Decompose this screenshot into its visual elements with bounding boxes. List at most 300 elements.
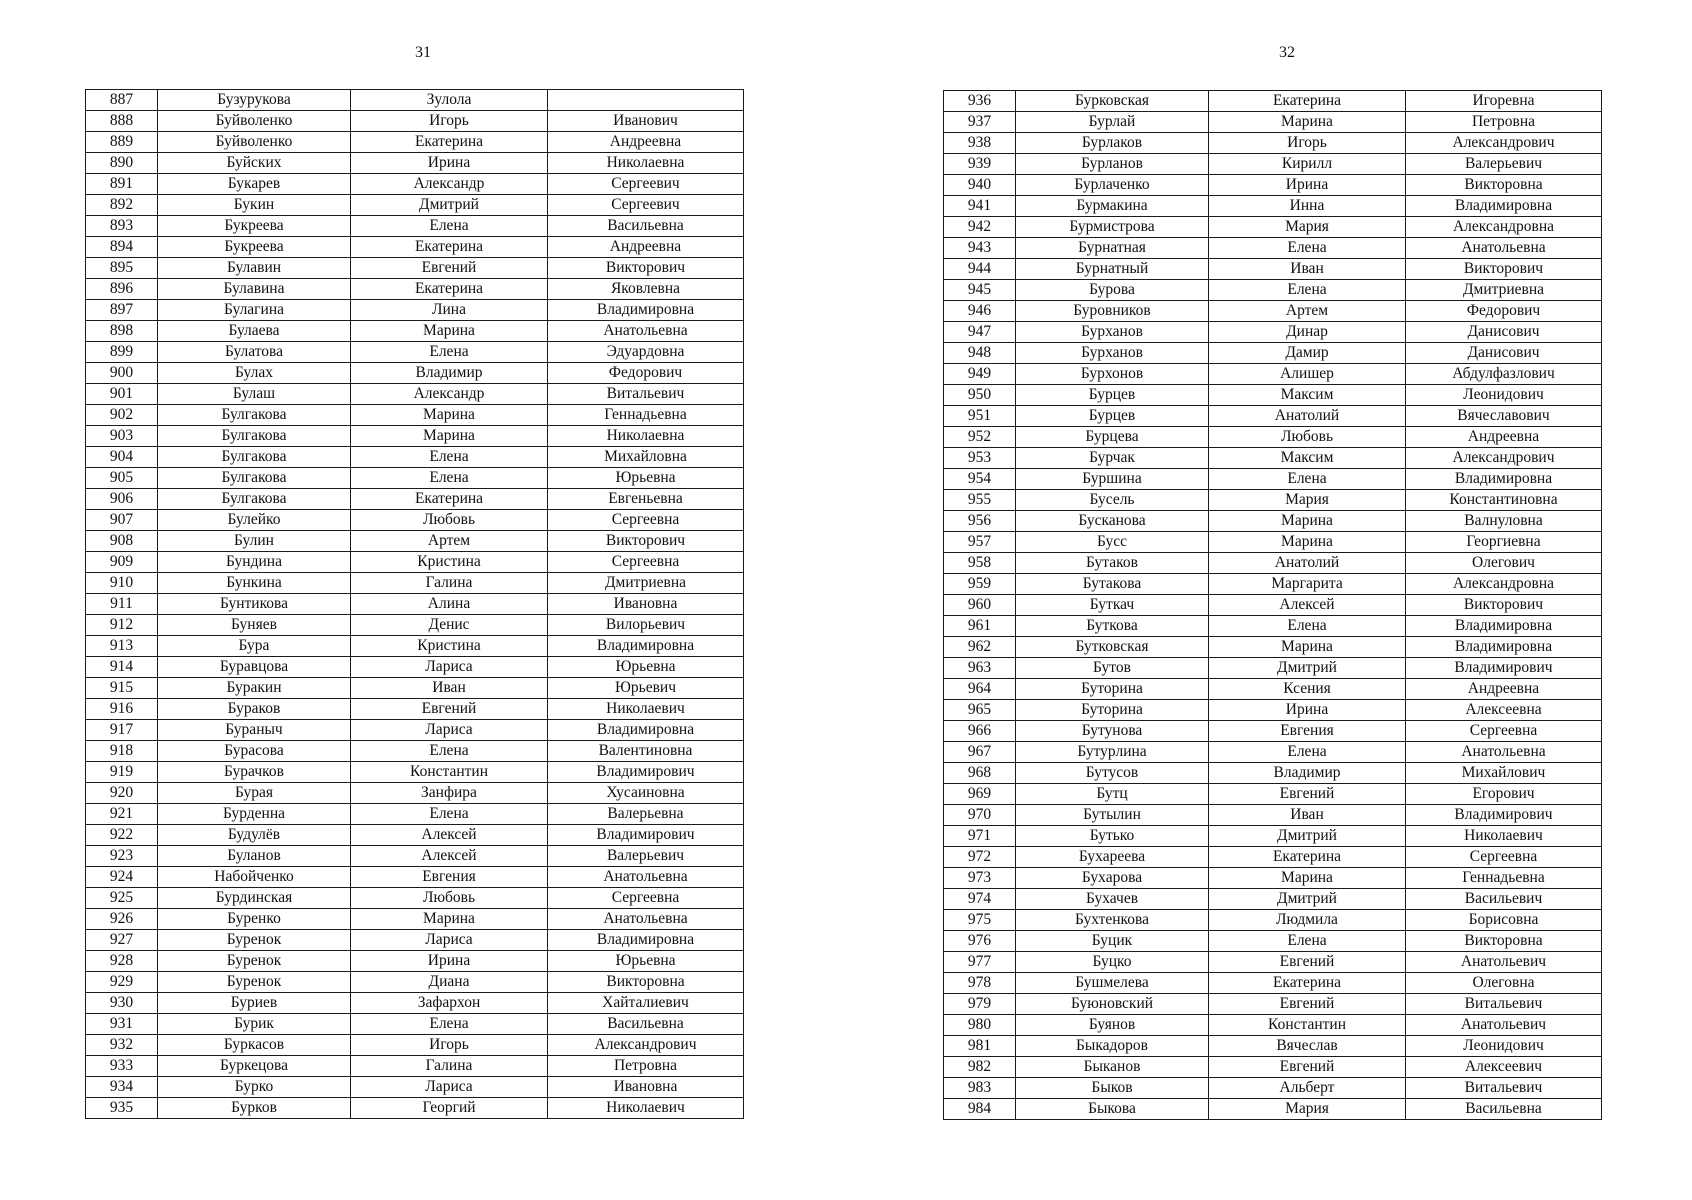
patronymic-cell: Сергеевна: [1406, 721, 1602, 742]
table-row: [86, 132, 744, 153]
surname-cell: Бурик: [158, 1014, 351, 1035]
table-row: [86, 804, 744, 825]
row-number-cell: 887: [86, 90, 158, 111]
surname-cell: Букреева: [158, 237, 351, 258]
first-name-cell: Елена: [351, 447, 548, 468]
row-number-cell: 957: [944, 532, 1016, 553]
surname-cell: Бутусов: [1016, 763, 1209, 784]
first-name-cell: Вячеслав: [1209, 1036, 1406, 1057]
first-name-cell: Альберт: [1209, 1078, 1406, 1099]
row-number-cell: 948: [944, 343, 1016, 364]
first-name-cell: Александр: [351, 384, 548, 405]
row-number-cell: 928: [86, 951, 158, 972]
surname-cell: Буткач: [1016, 595, 1209, 616]
first-name-cell: Любовь: [351, 510, 548, 531]
row-number-cell: 932: [86, 1035, 158, 1056]
table-row: [944, 847, 1602, 868]
first-name-cell: Мария: [1209, 217, 1406, 238]
first-name-cell: Евгений: [1209, 1057, 1406, 1078]
row-number-cell: 890: [86, 153, 158, 174]
patronymic-cell: Федорович: [1406, 301, 1602, 322]
first-name-cell: Инна: [1209, 196, 1406, 217]
row-number-cell: 975: [944, 910, 1016, 931]
table-row: [944, 763, 1602, 784]
patronymic-cell: Петровна: [548, 1056, 744, 1077]
table-row: [944, 427, 1602, 448]
row-number-cell: 941: [944, 196, 1016, 217]
first-name-cell: Диана: [351, 972, 548, 993]
surname-cell: Бутурлина: [1016, 742, 1209, 763]
row-number-cell: 964: [944, 679, 1016, 700]
first-name-cell: Галина: [351, 573, 548, 594]
patronymic-cell: Владимирович: [1406, 658, 1602, 679]
row-number-cell: 908: [86, 531, 158, 552]
patronymic-cell: Алексеевна: [1406, 700, 1602, 721]
first-name-cell: Мария: [1209, 1099, 1406, 1120]
surname-cell: Бурлаков: [1016, 133, 1209, 154]
first-name-cell: Ирина: [1209, 175, 1406, 196]
row-number-cell: 971: [944, 826, 1016, 847]
patronymic-cell: Александрович: [548, 1035, 744, 1056]
first-name-cell: Дмитрий: [351, 195, 548, 216]
first-name-cell: Иван: [351, 678, 548, 699]
first-name-cell: Екатерина: [351, 489, 548, 510]
row-number-cell: 938: [944, 133, 1016, 154]
first-name-cell: Зулола: [351, 90, 548, 111]
surname-cell: Булаш: [158, 384, 351, 405]
table-row: [86, 342, 744, 363]
first-name-cell: Елена: [351, 741, 548, 762]
row-number-cell: 939: [944, 154, 1016, 175]
first-name-cell: Елена: [351, 468, 548, 489]
first-name-cell: Денис: [351, 615, 548, 636]
surname-cell: Бурмистрова: [1016, 217, 1209, 238]
table-row: [86, 993, 744, 1014]
patronymic-cell: Анатольевна: [548, 909, 744, 930]
surname-cell: Бураков: [158, 699, 351, 720]
row-number-cell: 944: [944, 259, 1016, 280]
surname-cell: Бутаков: [1016, 553, 1209, 574]
patronymic-cell: Викторович: [548, 531, 744, 552]
row-number-cell: 919: [86, 762, 158, 783]
table-row: [86, 846, 744, 867]
patronymic-cell: Юрьевна: [548, 657, 744, 678]
surname-cell: Бурасова: [158, 741, 351, 762]
surname-cell: Бутько: [1016, 826, 1209, 847]
patronymic-cell: Николаевич: [548, 699, 744, 720]
row-number-cell: 950: [944, 385, 1016, 406]
first-name-cell: Ирина: [1209, 700, 1406, 721]
row-number-cell: 922: [86, 825, 158, 846]
table-row: [86, 657, 744, 678]
patronymic-cell: Юрьевна: [548, 951, 744, 972]
row-number-cell: 972: [944, 847, 1016, 868]
names-table-right: [943, 90, 1602, 1120]
first-name-cell: Зафархон: [351, 993, 548, 1014]
first-name-cell: Елена: [1209, 238, 1406, 259]
patronymic-cell: Анатольевна: [548, 321, 744, 342]
table-row: [86, 594, 744, 615]
surname-cell: Буравцова: [158, 657, 351, 678]
table-row: [86, 405, 744, 426]
patronymic-cell: Валерьевич: [548, 846, 744, 867]
first-name-cell: Екатерина: [351, 279, 548, 300]
first-name-cell: Елена: [351, 342, 548, 363]
first-name-cell: Дамир: [1209, 343, 1406, 364]
table-row: [944, 1015, 1602, 1036]
row-number-cell: 926: [86, 909, 158, 930]
row-number-cell: 959: [944, 574, 1016, 595]
surname-cell: Бурнатный: [1016, 259, 1209, 280]
row-number-cell: 953: [944, 448, 1016, 469]
surname-cell: Булгакова: [158, 489, 351, 510]
first-name-cell: Марина: [1209, 532, 1406, 553]
surname-cell: Буткова: [1016, 616, 1209, 637]
first-name-cell: Евгения: [1209, 721, 1406, 742]
table-row: [944, 259, 1602, 280]
patronymic-cell: Викторовна: [1406, 931, 1602, 952]
patronymic-cell: Данисович: [1406, 343, 1602, 364]
patronymic-cell: Абдулфазлович: [1406, 364, 1602, 385]
patronymic-cell: Хайталиевич: [548, 993, 744, 1014]
table-row: [944, 700, 1602, 721]
surname-cell: Бурчак: [1016, 448, 1209, 469]
patronymic-cell: Валерьевна: [548, 804, 744, 825]
row-number-cell: 915: [86, 678, 158, 699]
patronymic-cell: Эдуардовна: [548, 342, 744, 363]
row-number-cell: 976: [944, 931, 1016, 952]
surname-cell: Бутакова: [1016, 574, 1209, 595]
page-number-left: 31: [415, 44, 431, 61]
row-number-cell: 918: [86, 741, 158, 762]
table-row: [944, 973, 1602, 994]
surname-cell: Бусс: [1016, 532, 1209, 553]
surname-cell: Бураныч: [158, 720, 351, 741]
table-row: [86, 699, 744, 720]
patronymic-cell: Данисович: [1406, 322, 1602, 343]
row-number-cell: 888: [86, 111, 158, 132]
table-row: [944, 952, 1602, 973]
surname-cell: Булин: [158, 531, 351, 552]
surname-cell: Быков: [1016, 1078, 1209, 1099]
surname-cell: Буцик: [1016, 931, 1209, 952]
first-name-cell: Мария: [1209, 490, 1406, 511]
row-number-cell: 965: [944, 700, 1016, 721]
first-name-cell: Екатерина: [351, 237, 548, 258]
patronymic-cell: Леонидович: [1406, 1036, 1602, 1057]
surname-cell: Буланов: [158, 846, 351, 867]
surname-cell: Бурачков: [158, 762, 351, 783]
first-name-cell: Алексей: [351, 846, 548, 867]
surname-cell: Буторина: [1016, 679, 1209, 700]
first-name-cell: Ирина: [351, 153, 548, 174]
row-number-cell: 980: [944, 1015, 1016, 1036]
first-name-cell: Дмитрий: [1209, 889, 1406, 910]
table-row: [86, 636, 744, 657]
surname-cell: Бутковская: [1016, 637, 1209, 658]
row-number-cell: 920: [86, 783, 158, 804]
table-row: [86, 468, 744, 489]
table-row: [944, 322, 1602, 343]
row-number-cell: 899: [86, 342, 158, 363]
table-row: [86, 279, 744, 300]
first-name-cell: Константин: [351, 762, 548, 783]
surname-cell: Бусель: [1016, 490, 1209, 511]
patronymic-cell: Дмитриевна: [548, 573, 744, 594]
row-number-cell: 973: [944, 868, 1016, 889]
patronymic-cell: Яковлевна: [548, 279, 744, 300]
row-number-cell: 913: [86, 636, 158, 657]
row-number-cell: 916: [86, 699, 158, 720]
table-row: [944, 385, 1602, 406]
patronymic-cell: Валентиновна: [548, 741, 744, 762]
patronymic-cell: Ивановна: [548, 594, 744, 615]
patronymic-cell: Олеговна: [1406, 973, 1602, 994]
table-row: [944, 175, 1602, 196]
table-row: [86, 384, 744, 405]
patronymic-cell: Витальевич: [1406, 1078, 1602, 1099]
surname-cell: Буренко: [158, 909, 351, 930]
surname-cell: Бундина: [158, 552, 351, 573]
row-number-cell: 889: [86, 132, 158, 153]
table-row: [944, 1057, 1602, 1078]
first-name-cell: Лариса: [351, 1077, 548, 1098]
patronymic-cell: Андреевна: [1406, 427, 1602, 448]
patronymic-cell: Анатольевич: [1406, 952, 1602, 973]
surname-cell: Булаева: [158, 321, 351, 342]
table-row: [944, 343, 1602, 364]
first-name-cell: Екатерина: [1209, 847, 1406, 868]
first-name-cell: Георгий: [351, 1098, 548, 1119]
surname-cell: Бурнатная: [1016, 238, 1209, 259]
row-number-cell: 966: [944, 721, 1016, 742]
patronymic-cell: Петровна: [1406, 112, 1602, 133]
first-name-cell: Марина: [351, 426, 548, 447]
table-row: [86, 510, 744, 531]
row-number-cell: 907: [86, 510, 158, 531]
table-row: [944, 1099, 1602, 1120]
row-number-cell: 946: [944, 301, 1016, 322]
row-number-cell: 912: [86, 615, 158, 636]
table-row: [944, 784, 1602, 805]
surname-cell: Буйволенко: [158, 132, 351, 153]
patronymic-cell: Николаевич: [548, 1098, 744, 1119]
surname-cell: Бутылин: [1016, 805, 1209, 826]
row-number-cell: 901: [86, 384, 158, 405]
table-row: [944, 532, 1602, 553]
surname-cell: Булавин: [158, 258, 351, 279]
table-row: [86, 300, 744, 321]
table-row: [86, 552, 744, 573]
patronymic-cell: Валнуловна: [1406, 511, 1602, 532]
first-name-cell: Елена: [351, 804, 548, 825]
row-number-cell: 934: [86, 1077, 158, 1098]
first-name-cell: Игорь: [351, 111, 548, 132]
first-name-cell: Кирилл: [1209, 154, 1406, 175]
surname-cell: Буйволенко: [158, 111, 351, 132]
patronymic-cell: Михайловна: [548, 447, 744, 468]
patronymic-cell: Александровна: [1406, 217, 1602, 238]
first-name-cell: Константин: [1209, 1015, 1406, 1036]
surname-cell: Буюновский: [1016, 994, 1209, 1015]
patronymic-cell: Васильевич: [1406, 889, 1602, 910]
table-row: [944, 868, 1602, 889]
row-number-cell: 977: [944, 952, 1016, 973]
surname-cell: Буриев: [158, 993, 351, 1014]
first-name-cell: Динар: [1209, 322, 1406, 343]
row-number-cell: 905: [86, 468, 158, 489]
surname-cell: Булах: [158, 363, 351, 384]
table-row: [944, 616, 1602, 637]
surname-cell: Буренок: [158, 951, 351, 972]
table-row: [86, 1035, 744, 1056]
row-number-cell: 984: [944, 1099, 1016, 1120]
patronymic-cell: Андреевна: [548, 132, 744, 153]
surname-cell: Бурко: [158, 1077, 351, 1098]
table-row: [944, 469, 1602, 490]
surname-cell: Бура: [158, 636, 351, 657]
patronymic-cell: Вилорьевич: [548, 615, 744, 636]
patronymic-cell: Андреевна: [1406, 679, 1602, 700]
row-number-cell: 936: [944, 91, 1016, 112]
patronymic-cell: Михайлович: [1406, 763, 1602, 784]
table-row: [944, 364, 1602, 385]
table-row: [944, 742, 1602, 763]
table-row: [86, 930, 744, 951]
row-number-cell: 969: [944, 784, 1016, 805]
surname-cell: Буйских: [158, 153, 351, 174]
patronymic-cell: Николаевна: [548, 153, 744, 174]
patronymic-cell: Валерьевич: [1406, 154, 1602, 175]
patronymic-cell: Владимировна: [1406, 469, 1602, 490]
patronymic-cell: Андреевна: [548, 237, 744, 258]
surname-cell: Букреева: [158, 216, 351, 237]
first-name-cell: Галина: [351, 1056, 548, 1077]
surname-cell: Бушмелева: [1016, 973, 1209, 994]
first-name-cell: Анатолий: [1209, 553, 1406, 574]
row-number-cell: 921: [86, 804, 158, 825]
first-name-cell: Иван: [1209, 805, 1406, 826]
row-number-cell: 962: [944, 637, 1016, 658]
patronymic-cell: Васильевна: [548, 1014, 744, 1035]
surname-cell: Бухарова: [1016, 868, 1209, 889]
table-row: [944, 721, 1602, 742]
patronymic-cell: Игоревна: [1406, 91, 1602, 112]
first-name-cell: Ирина: [351, 951, 548, 972]
surname-cell: Буркецова: [158, 1056, 351, 1077]
table-row: [86, 363, 744, 384]
row-number-cell: 896: [86, 279, 158, 300]
first-name-cell: Лина: [351, 300, 548, 321]
row-number-cell: 894: [86, 237, 158, 258]
first-name-cell: Евгений: [1209, 994, 1406, 1015]
first-name-cell: Марина: [1209, 511, 1406, 532]
row-number-cell: 917: [86, 720, 158, 741]
surname-cell: Буровников: [1016, 301, 1209, 322]
first-name-cell: Маргарита: [1209, 574, 1406, 595]
row-number-cell: 930: [86, 993, 158, 1014]
surname-cell: Буренок: [158, 972, 351, 993]
table-row: [86, 762, 744, 783]
surname-cell: Бунтикова: [158, 594, 351, 615]
surname-cell: Букин: [158, 195, 351, 216]
table-row: [944, 994, 1602, 1015]
patronymic-cell: Сергеевна: [548, 552, 744, 573]
row-number-cell: 910: [86, 573, 158, 594]
row-number-cell: 900: [86, 363, 158, 384]
surname-cell: Бурков: [158, 1098, 351, 1119]
table-row: [944, 448, 1602, 469]
first-name-cell: Максим: [1209, 385, 1406, 406]
patronymic-cell: Владимировна: [548, 300, 744, 321]
table-row: [944, 112, 1602, 133]
row-number-cell: 906: [86, 489, 158, 510]
surname-cell: Буцко: [1016, 952, 1209, 973]
row-number-cell: 968: [944, 763, 1016, 784]
patronymic-cell: Анатольевна: [1406, 238, 1602, 259]
surname-cell: Булгакова: [158, 405, 351, 426]
table-row: [86, 1014, 744, 1035]
patronymic-cell: Геннадьевна: [548, 405, 744, 426]
patronymic-cell: Владимировна: [548, 930, 744, 951]
surname-cell: Бункина: [158, 573, 351, 594]
row-number-cell: 952: [944, 427, 1016, 448]
patronymic-cell: Владимировна: [548, 720, 744, 741]
surname-cell: Бухтенкова: [1016, 910, 1209, 931]
table-row: [86, 447, 744, 468]
table-row: [86, 1056, 744, 1077]
row-number-cell: 929: [86, 972, 158, 993]
row-number-cell: 956: [944, 511, 1016, 532]
table-row: [86, 195, 744, 216]
table-row: [86, 573, 744, 594]
row-number-cell: 927: [86, 930, 158, 951]
patronymic-cell: [548, 90, 744, 111]
first-name-cell: Алексей: [1209, 595, 1406, 616]
surname-cell: Бурова: [1016, 280, 1209, 301]
first-name-cell: Анатолий: [1209, 406, 1406, 427]
patronymic-cell: Владимировна: [548, 636, 744, 657]
row-number-cell: 895: [86, 258, 158, 279]
table-row: [86, 258, 744, 279]
surname-cell: Булейко: [158, 510, 351, 531]
patronymic-cell: Георгиевна: [1406, 532, 1602, 553]
row-number-cell: 909: [86, 552, 158, 573]
first-name-cell: Елена: [1209, 931, 1406, 952]
patronymic-cell: Викторович: [1406, 595, 1602, 616]
patronymic-cell: Анатольевич: [1406, 1015, 1602, 1036]
first-name-cell: Ксения: [1209, 679, 1406, 700]
surname-cell: Буянов: [1016, 1015, 1209, 1036]
first-name-cell: Игорь: [1209, 133, 1406, 154]
table-row: [944, 637, 1602, 658]
patronymic-cell: Дмитриевна: [1406, 280, 1602, 301]
first-name-cell: Елена: [1209, 742, 1406, 763]
table-row: [944, 490, 1602, 511]
surname-cell: Бурцева: [1016, 427, 1209, 448]
table-row: [944, 910, 1602, 931]
patronymic-cell: Николаевич: [1406, 826, 1602, 847]
first-name-cell: Дмитрий: [1209, 658, 1406, 679]
row-number-cell: 903: [86, 426, 158, 447]
first-name-cell: Иван: [1209, 259, 1406, 280]
row-number-cell: 902: [86, 405, 158, 426]
first-name-cell: Любовь: [1209, 427, 1406, 448]
first-name-cell: Алина: [351, 594, 548, 615]
surname-cell: Бурханов: [1016, 322, 1209, 343]
surname-cell: Бурханов: [1016, 343, 1209, 364]
surname-cell: Буренок: [158, 930, 351, 951]
